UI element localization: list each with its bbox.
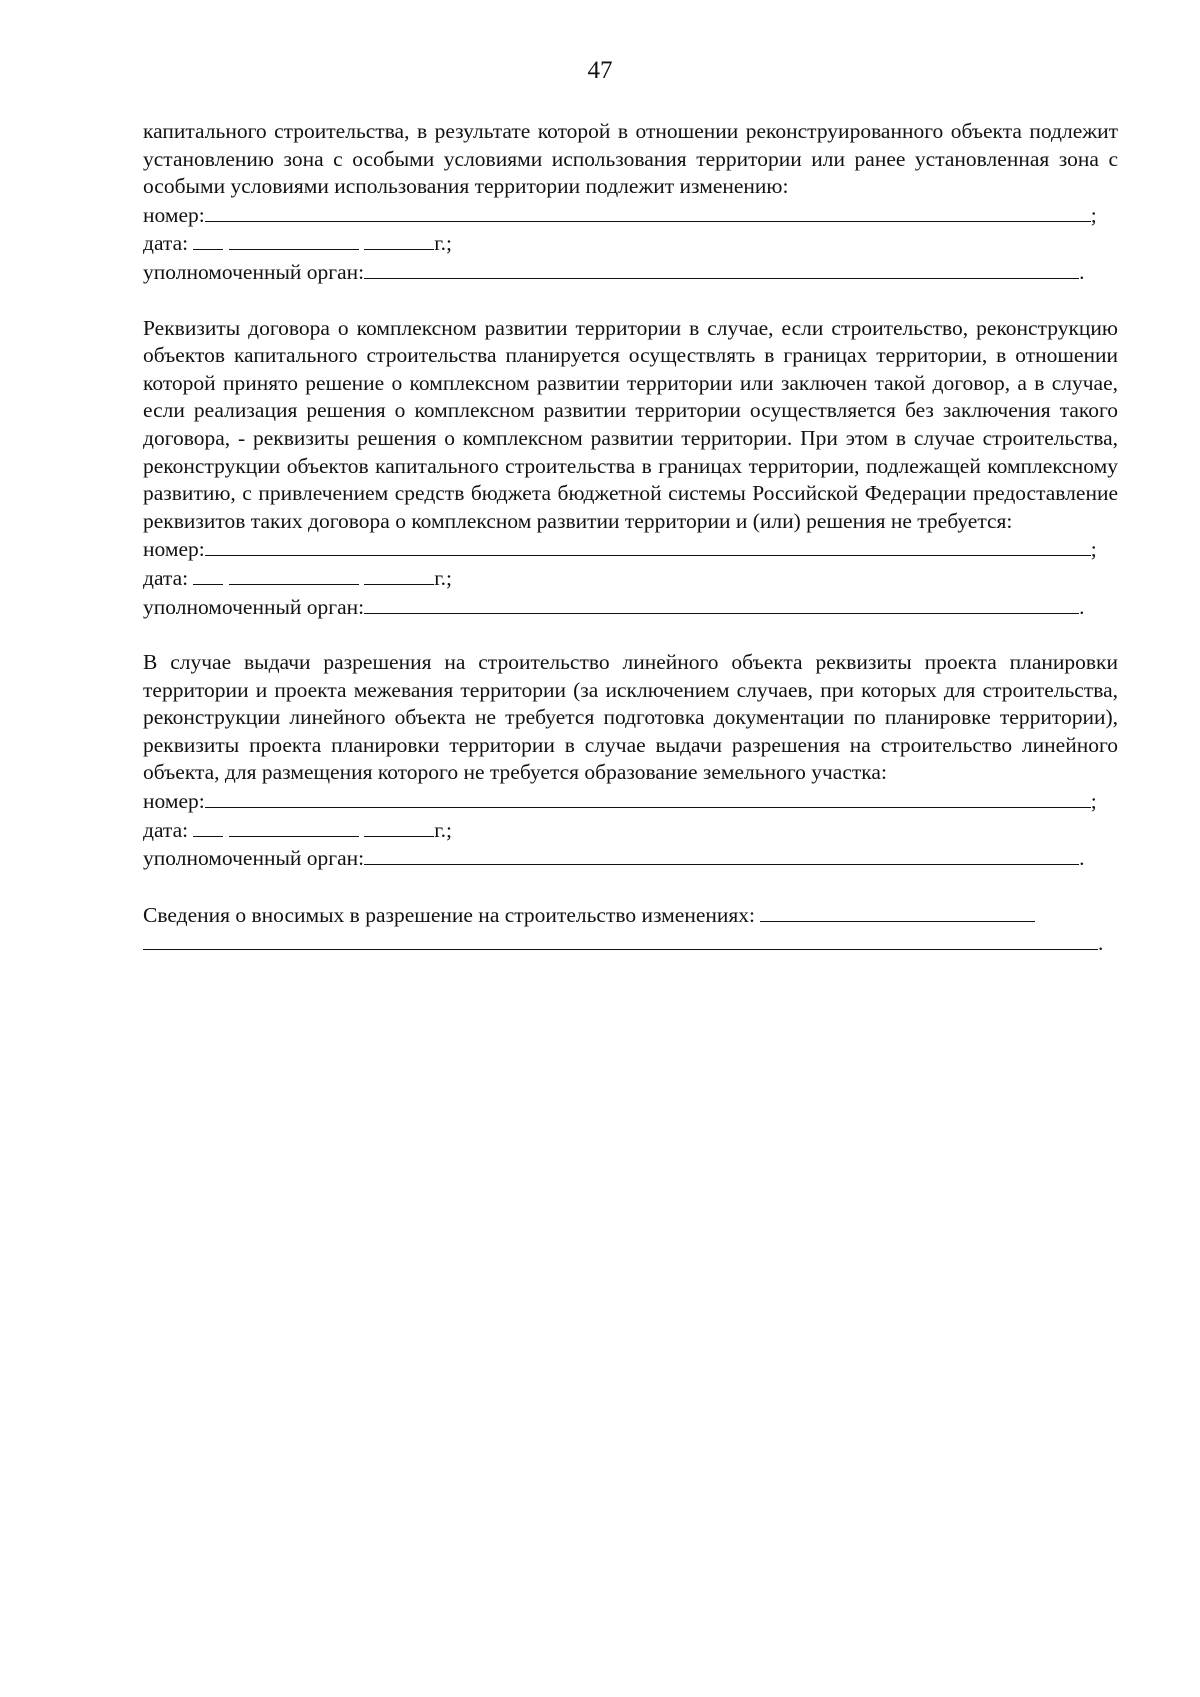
number-end: ; (1090, 789, 1097, 814)
date-label: дата: (143, 565, 189, 590)
block1-number-field (143, 201, 1118, 230)
number-label: номер: (143, 202, 205, 227)
date-month-blank[interactable] (229, 564, 359, 585)
block2-authority-field (143, 593, 1118, 622)
date-day-blank[interactable] (193, 816, 223, 837)
authority-label: уполномоченный орган: (143, 846, 365, 871)
document-body (143, 118, 1118, 958)
date-label: дата: (143, 231, 189, 256)
date-year-blank[interactable] (364, 564, 434, 585)
block4-changes-field (143, 901, 1118, 930)
page-number: 47 (587, 57, 613, 84)
block4-changes-line2 (143, 929, 1118, 958)
number-blank[interactable] (205, 787, 1091, 808)
block1-authority-field (143, 258, 1118, 287)
authority-end: . (1079, 846, 1085, 871)
date-month-blank[interactable] (229, 229, 359, 250)
authority-label: уполномоченный орган: (143, 259, 365, 284)
block3-date-field (143, 816, 1118, 845)
authority-end: . (1079, 594, 1085, 619)
block2-number-field (143, 535, 1118, 564)
changes-blank-continued[interactable] (143, 929, 1098, 950)
changes-blank[interactable] (760, 901, 1035, 922)
number-blank[interactable] (205, 201, 1091, 222)
number-blank[interactable] (205, 535, 1091, 556)
authority-blank[interactable] (364, 844, 1079, 865)
date-day-blank[interactable] (193, 229, 223, 250)
authority-end: . (1079, 259, 1085, 284)
number-label: номер: (143, 789, 205, 814)
date-month-blank[interactable] (229, 816, 359, 837)
number-end: ; (1090, 202, 1097, 227)
date-label: дата: (143, 817, 189, 842)
date-suffix: г.; (434, 817, 452, 842)
block3-authority-field (143, 844, 1118, 873)
changes-label: Сведения о вносимых в разрешение на строительство изменениях: (143, 902, 755, 927)
date-year-blank[interactable] (364, 816, 434, 837)
number-label: номер: (143, 537, 205, 562)
block2-date-field (143, 564, 1118, 593)
authority-label: уполномоченный орган: (143, 594, 365, 619)
date-suffix: г.; (434, 231, 452, 256)
date-year-blank[interactable] (364, 229, 434, 250)
date-day-blank[interactable] (193, 564, 223, 585)
block2-text: Реквизиты договора о комплексном развитии территории в случае, если строительство, реконструкцию объектов капитального строительства планируется осуществлять в границах территории, в отношении которой принято решение о комплексном развитии территории или заключен такой договор, а в случае, если реализация решения о комплексном развитии территории осуществляется без заключения такого договора, - реквизиты решения о комплексном развитии территории. При этом в случае строительства, реконструкции объектов капитального строительства в границах территории, подлежащей комплексному развитию, с привлечением средств бюджета бюджетной системы Российской Федерации предоставление реквизитов таких договора о комплексном развитии территории и (или) решения не требуется: (143, 315, 1118, 533)
authority-blank[interactable] (364, 258, 1079, 279)
block3-text: В случае выдачи разрешения на строительство линейного объекта реквизиты проекта планировки территории и проекта межевания территории (за исключением случаев, при которых для строительства, реконструкции линейного объекта не требуется подготовка документации по планировке территории), реквизиты проекта планировки территории в случае выдачи разрешения на строительство линейного объекта, для размещения которого не требуется образование земельного участка: (143, 650, 1118, 785)
date-suffix: г.; (434, 565, 452, 590)
number-end: ; (1090, 537, 1097, 562)
authority-blank[interactable] (364, 593, 1079, 614)
block3-number-field (143, 787, 1118, 816)
changes-end: . (1098, 931, 1104, 956)
block1-text: капитального строительства, в результате которой в отношении реконструированного объекта подлежит установлению зона с особыми условиями использования территории или ранее установленная зона с особыми условиями использования территории подлежит изменению: (143, 119, 1118, 199)
block1-date-field (143, 229, 1118, 258)
